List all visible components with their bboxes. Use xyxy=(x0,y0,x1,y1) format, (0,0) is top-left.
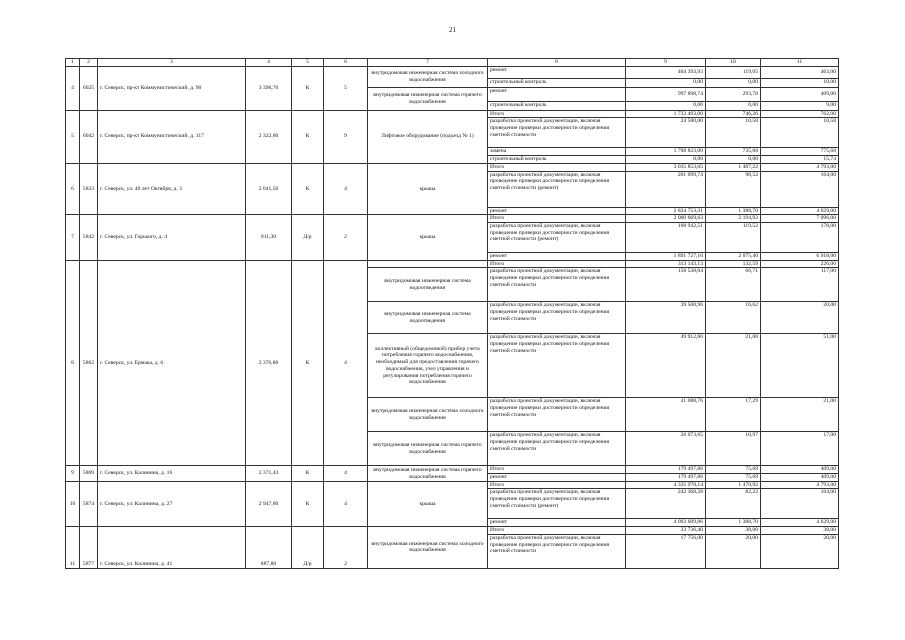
unit-cost-value: 119,52 xyxy=(706,222,761,252)
house-address: г. Северск, ул. Калинина, д. 41 xyxy=(98,527,246,569)
work-description: разработка проектной документации, включая проведение проверки достоверности определения сметной стоимости xyxy=(488,302,626,334)
limit-cost-value: 15,74 xyxy=(761,156,839,164)
cost-value: 1 891 727,10 xyxy=(626,252,706,260)
table-row xyxy=(66,66,839,78)
house-type: К xyxy=(292,66,324,110)
cost-value: 39 508,96 xyxy=(626,302,706,334)
limit-cost-value: 164,00 xyxy=(761,489,839,519)
house-area: 2 376,80 xyxy=(246,260,292,466)
unit-cost-value: 132,59 xyxy=(706,260,761,268)
limit-cost-value: 10,58 xyxy=(761,118,839,148)
house-code: 5874 xyxy=(80,481,98,526)
unit-cost-value: 82,22 xyxy=(706,489,761,519)
cost-value: 0,00 xyxy=(626,78,706,87)
house-floors: 5 xyxy=(324,66,368,110)
house-area: 2 947,80 xyxy=(246,481,292,526)
house-floors: 2 xyxy=(324,215,368,260)
total-label: Итого xyxy=(488,110,626,118)
unit-cost-value: 10,97 xyxy=(706,432,761,466)
work-description: разработка проектной документации, включая проведение проверки достоверности определения сметной стоимости xyxy=(488,432,626,466)
row-number: 5 xyxy=(66,110,80,163)
table-row xyxy=(66,466,839,474)
work-description: строительный контроль xyxy=(488,156,626,164)
unit-cost-value: 16,62 xyxy=(706,302,761,334)
house-code: 6025 xyxy=(80,66,98,110)
cost-value: 49 912,80 xyxy=(626,334,706,398)
total-label: Итого xyxy=(488,466,626,474)
table-row xyxy=(66,163,839,171)
limit-cost-value: 226,00 xyxy=(761,260,839,268)
cost-value: 313 143,13 xyxy=(626,260,706,268)
unit-cost-value: 38,00 xyxy=(706,527,761,535)
limit-cost-value: 4 793,00 xyxy=(761,481,839,489)
cost-value: 997 898,74 xyxy=(626,87,706,101)
table-row xyxy=(66,110,839,118)
limit-cost-value: 51,00 xyxy=(761,334,839,398)
work-type: внутридомовая инженерная система холодного водоснабжения xyxy=(368,66,488,87)
house-type: Д/р xyxy=(292,215,324,260)
house-floors: 4 xyxy=(324,260,368,466)
limit-cost-value: 20,00 xyxy=(761,534,839,568)
house-code: 5869 xyxy=(80,466,98,481)
work-type: внутридомовая инженерная система водоотведения xyxy=(368,268,488,302)
work-type: Лифтовое оборудование (подъезд № 1) xyxy=(368,110,488,163)
header-row xyxy=(66,59,839,67)
unit-cost-value: 66,71 xyxy=(706,268,761,302)
unit-cost-value: 20,00 xyxy=(706,534,761,568)
limit-cost-value: 409,00 xyxy=(761,466,839,474)
work-description: разработка проектной документации, включая проведение проверки достоверности определения сметной стоимости (ремонт) xyxy=(488,489,626,519)
work-description: строительный контроль xyxy=(488,101,626,110)
total-label: Итого xyxy=(488,481,626,489)
work-type: крыша xyxy=(368,163,488,214)
work-description: разработка проектной документации, включая проведение проверки достоверности определения сметной стоимости xyxy=(488,118,626,148)
unit-cost-value: 0,00 xyxy=(706,101,761,110)
house-type: Д/р xyxy=(292,527,324,569)
unit-cost-value: 21,00 xyxy=(706,334,761,398)
cost-value: 26 073,65 xyxy=(626,432,706,466)
cost-value: 0,00 xyxy=(626,156,706,164)
header-cell: 2 xyxy=(80,59,98,67)
work-description: ремонт xyxy=(488,87,626,101)
limit-cost-value: 117,00 xyxy=(761,268,839,302)
unit-cost-value: 746,26 xyxy=(706,110,761,118)
limit-cost-value: 762,00 xyxy=(761,110,839,118)
work-description: ремонт xyxy=(488,66,626,78)
header-cell: 11 xyxy=(761,59,839,67)
house-address: г. Северск, ул. Ермака, д. 6 xyxy=(98,260,246,466)
limit-cost-value: 4 793,00 xyxy=(761,163,839,171)
cost-value: 179 497,86 xyxy=(626,466,706,474)
house-type: К xyxy=(292,110,324,163)
unit-cost-value: 735,68 xyxy=(706,148,761,156)
cost-value: 2 834 753,31 xyxy=(626,207,706,215)
row-number: 6 xyxy=(66,163,80,214)
work-type: коллективный (общедомовой) прибор учета потребления горячего водоснабжения, необходимый для предоставления горячего водоснабжения, узел управления и регулирования потребления горячего водоснабжения xyxy=(368,334,488,398)
house-address: г. Северск, пр-кт Коммунистический, д. 117 xyxy=(98,110,246,163)
unit-cost-value: 1 388,70 xyxy=(706,519,761,527)
unit-cost-value: 75,69 xyxy=(706,466,761,474)
cost-value: 1 733 403,00 xyxy=(626,110,706,118)
limit-cost-value: 6 918,00 xyxy=(761,252,839,260)
cost-value: 24 580,00 xyxy=(626,118,706,148)
table-row xyxy=(66,260,839,268)
house-code: 5862 xyxy=(80,260,98,466)
house-code: 6042 xyxy=(80,110,98,163)
cost-value: 2 000 669,63 xyxy=(626,215,706,223)
house-address: г. Северск, ул. Горького, д. 4 xyxy=(98,215,246,260)
work-type: внутридомовая инженерная система холодного водоснабжения xyxy=(368,527,488,569)
total-label: Итого xyxy=(488,163,626,171)
unit-cost-value: 2 075,40 xyxy=(706,252,761,260)
work-description: разработка проектной документации, включая проведение проверки достоверности определения сметной стоимости (ремонт) xyxy=(488,222,626,252)
work-type: крыша xyxy=(368,481,488,526)
work-description: разработка проектной документации, включая проведение проверки достоверности определения сметной стоимости xyxy=(488,268,626,302)
unit-cost-value: 10,58 xyxy=(706,118,761,148)
house-floors: 4 xyxy=(324,466,368,481)
limit-cost-value: 4 629,00 xyxy=(761,519,839,527)
page-number: 21 xyxy=(449,26,456,34)
table-row xyxy=(66,215,839,223)
limit-cost-value: 409,00 xyxy=(761,474,839,482)
cost-value: 4 335 978,14 xyxy=(626,481,706,489)
work-type: внутридомовая инженерная система водоотведения xyxy=(368,302,488,334)
header-cell: 9 xyxy=(626,59,706,67)
header-cell: 1 xyxy=(66,59,80,67)
unit-cost-value: 98,52 xyxy=(706,171,761,207)
header-cell: 7 xyxy=(368,59,488,67)
work-description: строительный контроль xyxy=(488,78,626,87)
limit-cost-value: 775,68 xyxy=(761,148,839,156)
header-cell: 5 xyxy=(292,59,324,67)
work-type-empty xyxy=(368,260,488,268)
limit-cost-value: 164,00 xyxy=(761,171,839,207)
limit-cost-value: 409,00 xyxy=(761,87,839,101)
header-cell: 3 xyxy=(98,59,246,67)
work-description: ремонт xyxy=(488,519,626,527)
header-cell: 10 xyxy=(706,59,761,67)
unit-cost-value: 75,69 xyxy=(706,474,761,482)
house-type: К xyxy=(292,466,324,481)
limit-cost-value: 38,00 xyxy=(761,527,839,535)
header-cell: 4 xyxy=(246,59,292,67)
house-code: 5842 xyxy=(80,215,98,260)
house-code: 5833 xyxy=(80,163,98,214)
unit-cost-value: 17,29 xyxy=(706,398,761,432)
house-floors: 9 xyxy=(324,110,368,163)
row-number: 11 xyxy=(66,527,80,569)
work-type: внутридомовая инженерная система горячего водоснабжения xyxy=(368,466,488,481)
row-number: 10 xyxy=(66,481,80,526)
house-floors: 4 xyxy=(324,481,368,526)
house-address: г. Северск, пр-кт Коммунистический, д. 90 xyxy=(98,66,246,110)
cost-value: 3 035 853,05 xyxy=(626,163,706,171)
work-type: внутридомовая инженерная система холодного водоснабжения xyxy=(368,398,488,432)
total-label: Итого xyxy=(488,260,626,268)
cost-value: 404 393,93 xyxy=(626,66,706,78)
limit-cost-value: 178,00 xyxy=(761,222,839,252)
house-address: г. Северск, ул. 40 лет Октября, д. 3 xyxy=(98,163,246,214)
work-type: внутридомовая инженерная система горячего водоснабжения xyxy=(368,87,488,110)
house-type: К xyxy=(292,163,324,214)
limit-cost-value: 20,00 xyxy=(761,302,839,334)
cost-value: 158 538,04 xyxy=(626,268,706,302)
house-area: 911,30 xyxy=(246,215,292,260)
house-area: 2 371,43 xyxy=(246,466,292,481)
row-number: 8 xyxy=(66,260,80,466)
unit-cost-value: 1 487,22 xyxy=(706,163,761,171)
house-floors: 4 xyxy=(324,163,368,214)
work-description: ремонт xyxy=(488,474,626,482)
limit-cost-value: 21,00 xyxy=(761,398,839,432)
cost-value: 4 093 609,86 xyxy=(626,519,706,527)
house-floors: 2 xyxy=(324,527,368,569)
house-area: 2 041,50 xyxy=(246,163,292,214)
unit-cost-value: 293,78 xyxy=(706,87,761,101)
cost-value: 41 088,76 xyxy=(626,398,706,432)
limit-cost-value: 17,00 xyxy=(761,432,839,466)
cost-value: 108 942,51 xyxy=(626,222,706,252)
cost-value: 179 497,86 xyxy=(626,474,706,482)
work-description: разработка проектной документации, включая проведение проверки достоверности определения сметной стоимости (ремонт) xyxy=(488,171,626,207)
house-area: 3 396,70 xyxy=(246,66,292,110)
house-type: К xyxy=(292,260,324,466)
limit-cost-value: 9,00 xyxy=(761,101,839,110)
unit-cost-value: 1 388,70 xyxy=(706,207,761,215)
total-label: Итого xyxy=(488,215,626,223)
house-address: г. Северск, ул. Калинина, д. 27 xyxy=(98,481,246,526)
table-row xyxy=(66,527,839,535)
work-description: разработка проектной документации, включая проведение проверки достоверности определения сметной стоимости xyxy=(488,398,626,432)
house-area: 887,80 xyxy=(246,527,292,569)
unit-cost-value: 0,00 xyxy=(706,156,761,164)
header-cell: 6 xyxy=(324,59,368,67)
cost-value: 242 368,28 xyxy=(626,489,706,519)
house-type: К xyxy=(292,481,324,526)
limit-cost-value: 10,00 xyxy=(761,78,839,87)
limit-cost-value: 4 629,00 xyxy=(761,207,839,215)
unit-cost-value: 1 470,92 xyxy=(706,481,761,489)
row-number: 7 xyxy=(66,215,80,260)
header-cell: 8 xyxy=(488,59,626,67)
house-area: 2 322,80 xyxy=(246,110,292,163)
cost-value: 17 756,00 xyxy=(626,534,706,568)
limit-cost-value: 463,00 xyxy=(761,66,839,78)
work-type: внутридомовая инженерная система горячего водоснабжения xyxy=(368,432,488,466)
unit-cost-value: 2 194,92 xyxy=(706,215,761,223)
unit-cost-value: 0,00 xyxy=(706,78,761,87)
work-description: разработка проектной документации, включая проведение проверки достоверности определения сметной стоимости xyxy=(488,334,626,398)
total-label: Итого xyxy=(488,527,626,535)
row-number: 4 xyxy=(66,66,80,110)
table-row xyxy=(66,481,839,489)
limit-cost-value: 7 096,00 xyxy=(761,215,839,223)
work-type: крыша xyxy=(368,215,488,260)
cost-value: 1 708 823,00 xyxy=(626,148,706,156)
cost-value: 201 099,74 xyxy=(626,171,706,207)
work-description: ремонт xyxy=(488,207,626,215)
capital-repair-table xyxy=(65,58,839,569)
work-description: ремонт xyxy=(488,252,626,260)
work-description: разработка проектной документации, включая проведение проверки достоверности определения сметной стоимости xyxy=(488,534,626,568)
cost-value: 33 736,40 xyxy=(626,527,706,535)
row-number: 9 xyxy=(66,466,80,481)
cost-value: 0,00 xyxy=(626,101,706,110)
house-code: 5877 xyxy=(80,527,98,569)
house-address: г. Северск, ул. Калинина, д. 16 xyxy=(98,466,246,481)
work-description: замена xyxy=(488,148,626,156)
unit-cost-value: 119,05 xyxy=(706,66,761,78)
